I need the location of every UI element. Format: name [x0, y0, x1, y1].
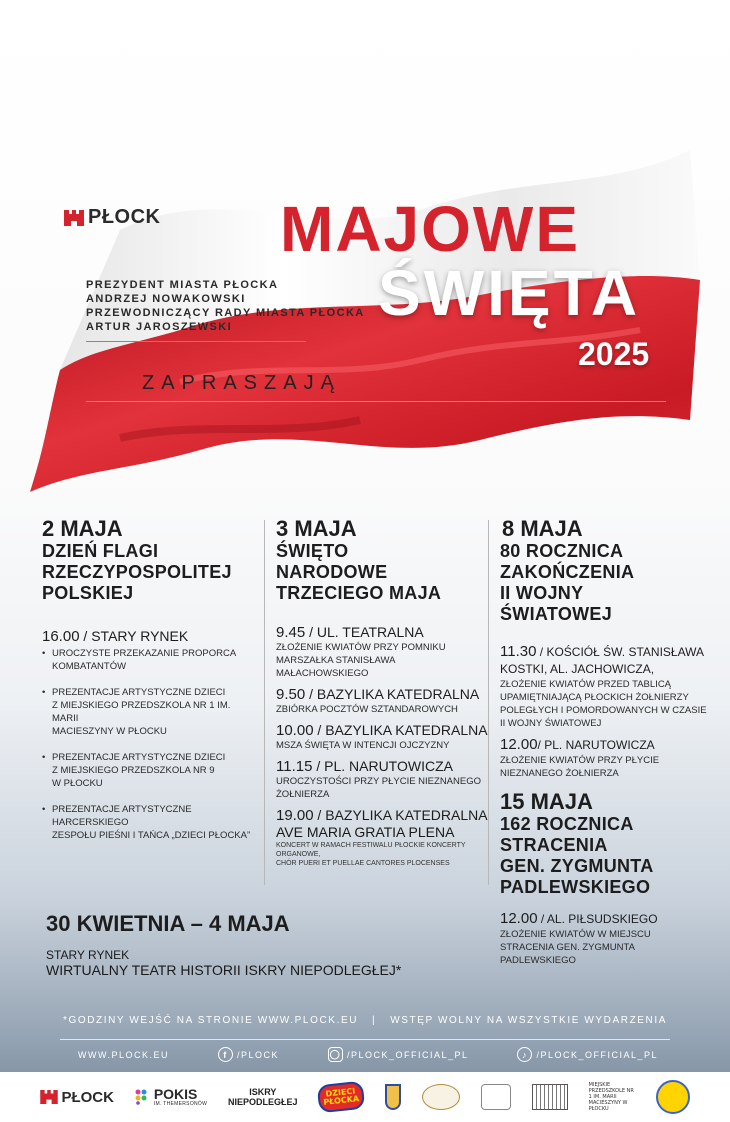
event-time: 11.30 — [500, 643, 537, 660]
event-item: 11.15 / PL. NARUTOWICZA UROCZYSTOŚCI PRZY PŁYCIE NIEZNANEGO ŻOŁNIERZA — [276, 758, 486, 801]
title-swieta: ŚWIĘTA — [378, 257, 641, 329]
social-bar — [78, 1047, 658, 1062]
event-heading: DZIEŃ FLAGI RZECZYPOSPOLITEJ POLSKIEJ — [42, 541, 232, 603]
column-divider — [488, 520, 489, 885]
event-place: KOŚCIÓŁ ŚW. STANISŁAWA — [546, 645, 705, 659]
column-divider — [264, 520, 265, 885]
program-bullet: • PREZENTACJE ARTYSTYCZNE HARCERSKIEGO ZESPOŁU PIEŚNI I TAŃCA „DZIECI PŁOCKA” — [42, 803, 252, 842]
event-time: 10.00 — [276, 722, 314, 739]
event-place: BAZYLIKA KATEDRALNA — [325, 807, 488, 823]
sun-mascot-icon — [656, 1080, 690, 1114]
school-building-icon — [532, 1084, 568, 1110]
event-note: ZŁOŻENIE KWIATÓW W MIEJSCU STRACENIA GEN. ZYGMUNTA PADLEWSKIEGO — [500, 929, 651, 966]
column-2-maja — [42, 517, 252, 842]
plock-logo — [64, 206, 161, 229]
notice-free-entry: WSTĘP WOLNY NA WSZYSTKIE WYDARZENIA — [390, 1015, 668, 1026]
sponsor-pokis-text: POKIS — [153, 1085, 198, 1102]
event-time: 19.00 — [276, 807, 314, 824]
event-note: MSZA ŚWIĘTA W INTENCJI OJCZYZNY — [276, 740, 450, 751]
notice-hours: *GODZINY WEJŚĆ NA STRONIE WWW.PLOCK.EU — [62, 1015, 359, 1026]
event-time: 12.00 — [500, 910, 538, 927]
castle-icon — [64, 210, 84, 226]
host-line: ARTUR JAROSZEWSKI — [86, 321, 233, 333]
event-item: 16.00 / STARY RYNEK • UROCZYSTE PRZEKAZANIE PROPORCA KOMBATANTÓW • PREZENTACJE ARTYSTYCZNE DZIECI Z MIEJSKIEGO PRZEDSZKOLA NR 1 IM. MARII MACIESZYNY W PŁOCKU • PREZENTACJE ARTYSTYCZNE DZIECI Z MIEJSKIEGO PRZEDSZKOLA NR 9 W PŁOCKU • PREZENTACJE ARTYSTYCZNE HARCERSKIEGO ZESPOŁU PIEŚNI I TAŃCA „DZIECI PŁOCKA” — [42, 628, 252, 842]
event-note: ZBIÓRKA POCZTÓW SZTANDAROWYCH — [276, 704, 458, 715]
sponsor-dzieci-plocka-logo: DZIECI PŁOCKA — [317, 1081, 365, 1114]
instagram-icon: ◯ — [328, 1047, 343, 1062]
event-item: 19.00 / BAZYLIKA KATEDRALNA AVE MARIA GRATIA PLENA KONCERT W RAMACH FESTIWALU PŁOCKIE KONCERTY ORGANOWE, CHÓR PUERI ET PUELLAE CANTORES PLOCENSES — [276, 807, 488, 867]
event-item: 11.30 / KOŚCIÓŁ ŚW. STANISŁAWA KOSTKI, AL. JACHOWICZA, ZŁOŻENIE KWIATÓW PRZED TABLICĄ UPAMIĘTNIAJĄCĄ PŁOCKICH ŻOŁNIERZY POLEGŁYCH I POMORDOWANYCH W CZASIE II WOJNY ŚWIATOWEJ — [500, 643, 710, 730]
sponsor-pokis-sub: IM. THEMERSONÓW — [153, 1100, 208, 1107]
day-heading: 2 MAJA — [42, 516, 123, 541]
notice-separator: | — [372, 1015, 377, 1026]
divider — [86, 341, 306, 342]
crest-icon — [385, 1084, 401, 1110]
host-line: PRZEWODNICZĄCY RADY MIASTA PŁOCKA — [86, 307, 365, 319]
event-place: UL. TEATRALNA — [316, 624, 424, 640]
event-place: PL. NARUTOWICZA — [324, 758, 453, 774]
event-time: 16.00 — [42, 628, 80, 645]
host-line: ANDRZEJ NOWAKOWSKI — [86, 293, 246, 305]
column-8-maja — [500, 517, 710, 967]
logo-text: PŁOCK — [88, 206, 161, 228]
event-time: 9.45 — [276, 624, 306, 641]
dots-icon — [135, 1089, 151, 1105]
sponsor-plock-text: PŁOCK — [61, 1088, 114, 1106]
facebook-icon: f — [218, 1047, 233, 1062]
event-note: ZŁOŻENIE KWIATÓW PRZED TABLICĄ UPAMIĘTNIAJĄCĄ PŁOCKICH ŻOŁNIERZY POLEGŁYCH I POMORDOWANYCH W CZASIE II WOJNY ŚWIATOWEJ — [500, 679, 707, 729]
event-place: AL. PIŁSUDSKIEGO — [546, 912, 658, 926]
event-time: 11.15 — [276, 758, 313, 775]
event-place: PL. NARUTOWICZA — [544, 738, 655, 752]
event-place-cont: KOSTKI, AL. JACHOWICZA, — [500, 662, 655, 676]
host-line: PREZYDENT MIASTA PŁOCKA — [86, 279, 279, 291]
special-dates: 30 KWIETNIA – 4 MAJA — [46, 911, 290, 936]
instagram-handle: /PLOCK_OFFICIAL_PL — [346, 1049, 469, 1060]
event-heading: 162 ROCZNICA STRACENIA GEN. ZYGMUNTA PADLEWSKIEGO — [500, 814, 654, 897]
special-event — [46, 912, 401, 979]
divider — [60, 1039, 670, 1040]
event-time: 12.00 — [500, 736, 538, 753]
event-heading: 80 ROCZNICA ZAKOŃCZENIA II WOJNY ŚWIATOWEJ — [500, 541, 635, 624]
sponsor-iskry-logo: ISKRY NIEPODLEGŁEJ — [228, 1087, 298, 1107]
tiktok-icon: ♪ — [517, 1047, 532, 1062]
sponsor-plock-logo — [40, 1089, 114, 1106]
facebook-link[interactable] — [218, 1047, 279, 1062]
sponsors-bar — [0, 1072, 730, 1122]
hosts-block — [86, 278, 365, 334]
website-link[interactable]: WWW.PLOCK.EU — [78, 1049, 170, 1060]
castle-icon — [40, 1090, 58, 1104]
event-note: ZŁOŻENIE KWIATÓW PRZY PŁYCIE NIEZNANEGO ŻOŁNIERZA — [500, 755, 660, 779]
invite-text: ZAPRASZAJĄ — [142, 372, 341, 394]
program-bullet: • PREZENTACJE ARTYSTYCZNE DZIECI Z MIEJSKIEGO PRZEDSZKOLA NR 1 IM. MARII MACIESZYNY W PŁOCKU — [42, 686, 252, 738]
day-heading: 15 MAJA — [500, 789, 593, 814]
notice-bar — [0, 1015, 730, 1026]
sponsor-przedszkole-text: MIEJSKIE PRZEDSZKOLE NR 1 IM. MARII MACIESZYNY W PŁOCKU — [588, 1082, 634, 1112]
event-item: 12.00 / AL. PIŁSUDSKIEGO ZŁOŻENIE KWIATÓW W MIEJSCU STRACENIA GEN. ZYGMUNTA PADLEWSKIEGO — [500, 910, 710, 967]
event-time: 9.50 — [276, 686, 306, 703]
sponsor-pokis-logo — [135, 1085, 208, 1107]
event-note: UROCZYSTOŚCI PRZY PŁYCIE NIEZNANEGO ŻOŁNIERZA — [276, 776, 481, 800]
day-heading: 3 MAJA — [276, 516, 357, 541]
concert-title: AVE MARIA GRATIA PLENA — [276, 824, 455, 840]
program-bullet: • UROCZYSTE PRZEKAZANIE PROPORCA KOMBATANTÓW — [42, 647, 252, 673]
tiktok-link[interactable] — [517, 1047, 658, 1062]
event-place: BAZYLIKA KATEDRALNA — [316, 686, 480, 702]
facebook-handle: /PLOCK — [236, 1049, 279, 1060]
title-majowe: MAJOWE — [280, 193, 580, 265]
tiktok-handle: /PLOCK_OFFICIAL_PL — [536, 1049, 658, 1060]
program-bullet: • PREZENTACJE ARTYSTYCZNE DZIECI Z MIEJSKIEGO PRZEDSZKOLA NR 9 W PŁOCKU — [42, 751, 252, 790]
event-note: ZŁOŻENIE KWIATÓW PRZY POMNIKU MARSZAŁKA STANISŁAWA MAŁACHOWSKIEGO — [276, 642, 446, 679]
event-item: 12.00/ PL. NARUTOWICZA ZŁOŻENIE KWIATÓW PRZY PŁYCIE NIEZNANEGO ŻOŁNIERZA — [500, 736, 710, 780]
concert-note: KONCERT W RAMACH FESTIWALU PŁOCKIE KONCERTY ORGANOWE, CHÓR PUERI ET PUELLAE CANTORES PLOCENSES — [276, 842, 466, 867]
brigade-emblem-icon — [481, 1084, 511, 1110]
special-location: STARY RYNEK — [46, 948, 130, 962]
event-place: STARY RYNEK — [91, 628, 189, 644]
event-item: 9.45 / UL. TEATRALNA ZŁOŻENIE KWIATÓW PRZY POMNIKU MARSZAŁKA STANISŁAWA MAŁACHOWSKIEGO — [276, 624, 486, 680]
column-3-maja — [276, 517, 486, 868]
event-item: 10.00 / BAZYLIKA KATEDRALNA MSZA ŚWIĘTA W INTENCJI OJCZYZNY — [276, 722, 488, 751]
event-item: 9.50 / BAZYLIKA KATEDRALNA ZBIÓRKA POCZTÓW SZTANDAROWYCH — [276, 686, 486, 716]
emblem-icon — [422, 1084, 460, 1110]
special-title: WIRTUALNY TEATR HISTORII ISKRY NIEPODLEGŁEJ* — [46, 962, 402, 978]
title-year: 2025 — [578, 336, 650, 372]
day-heading: 8 MAJA — [502, 516, 583, 541]
event-heading: ŚWIĘTO NARODOWE TRZECIEGO MAJA — [276, 541, 442, 603]
instagram-link[interactable] — [328, 1047, 469, 1062]
divider — [86, 401, 666, 402]
event-place: BAZYLIKA KATEDRALNA — [325, 722, 488, 738]
